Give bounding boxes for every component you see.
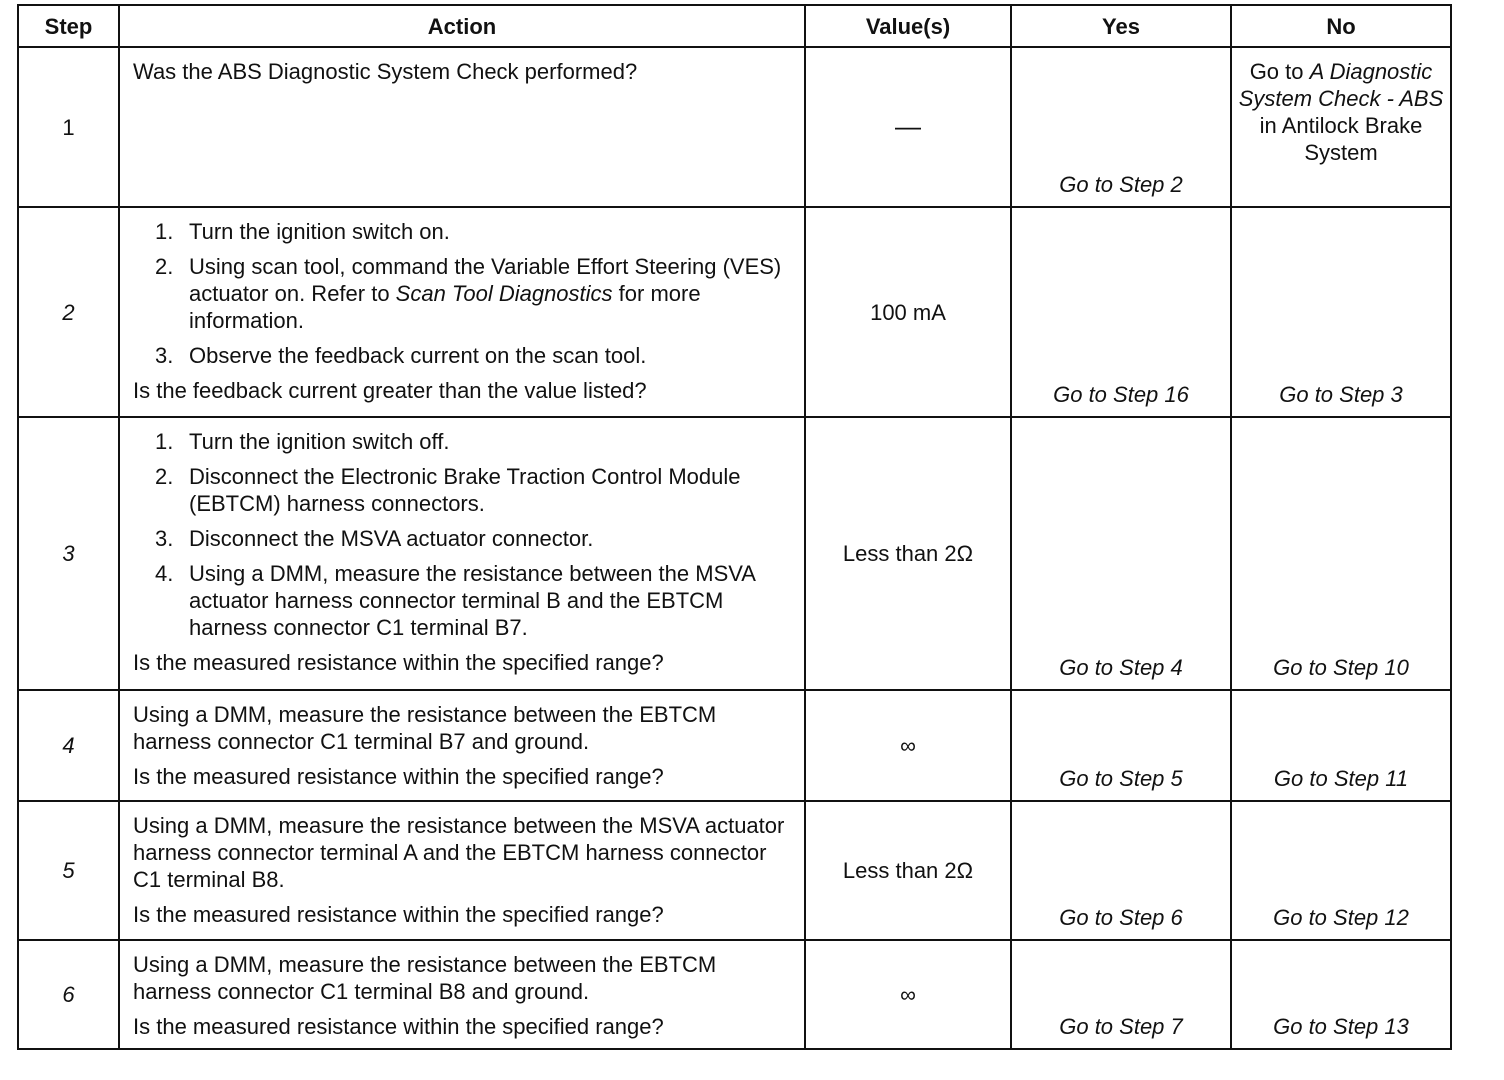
yes-cell: Go to Step 16 <box>1011 207 1231 417</box>
list-number: 3. <box>155 343 174 368</box>
action-instruction: Using a DMM, measure the resistance between the EBTCM harness connector C1 terminal B7 and ground. <box>133 702 717 754</box>
list-item <box>133 463 794 517</box>
diagnostic-table <box>17 4 1452 1050</box>
no-cell: Go to Step 10 <box>1231 417 1451 690</box>
no-cell: Go to Step 11 <box>1231 690 1451 801</box>
table-row <box>18 690 1451 801</box>
value-cell: 100 mA <box>805 207 1011 417</box>
value-cell: ∞ <box>805 940 1011 1049</box>
step-number: 2 <box>18 207 119 417</box>
action-question: Is the measured resistance within the specified range? <box>133 902 664 927</box>
table-row <box>18 940 1451 1049</box>
action-cell <box>119 47 805 207</box>
action-steps <box>133 428 794 641</box>
action-cell <box>119 690 805 801</box>
header-action: Action <box>119 5 805 47</box>
action-question: Is the feedback current greater than the value listed? <box>133 378 647 403</box>
value-text: — <box>895 111 921 141</box>
table-row <box>18 47 1451 207</box>
action-instruction: Using a DMM, measure the resistance between the MSVA actuator harness connector terminal A and the EBTCM harness connector C1 terminal B8. <box>133 813 785 892</box>
no-text-prefix: Go to <box>1249 59 1310 84</box>
list-item <box>133 253 794 334</box>
action-cell <box>119 940 805 1049</box>
action-cell <box>119 801 805 940</box>
list-number: 1. <box>155 429 174 454</box>
list-text: Turn the ignition switch off. <box>189 429 450 454</box>
list-number: 4. <box>155 561 174 586</box>
list-number: 3. <box>155 526 174 551</box>
list-text: for more information. <box>189 281 701 333</box>
table-row <box>18 207 1451 417</box>
action-question: Was the ABS Diagnostic System Check performed? <box>133 59 638 84</box>
list-text-reference: Scan Tool Diagnostics <box>395 281 613 306</box>
header-yes: Yes <box>1011 5 1231 47</box>
list-number: 1. <box>155 219 174 244</box>
no-cell: Go to Step 13 <box>1231 940 1451 1049</box>
list-item <box>133 428 794 455</box>
header-step: Step <box>18 5 119 47</box>
list-item <box>133 342 794 369</box>
value-cell: Less than 2Ω <box>805 801 1011 940</box>
step-number: 3 <box>18 417 119 690</box>
no-text-link: A Diagnostic System Check - ABS <box>1238 59 1444 111</box>
value-cell: ∞ <box>805 690 1011 801</box>
list-item <box>133 218 794 245</box>
yes-cell: Go to Step 4 <box>1011 417 1231 690</box>
action-instruction: Using a DMM, measure the resistance between the EBTCM harness connector C1 terminal B8 and ground. <box>133 952 717 1004</box>
list-text: Disconnect the Electronic Brake Traction Control Module (EBTCM) harness connectors. <box>189 464 741 516</box>
action-question: Is the measured resistance within the specified range? <box>133 1014 664 1039</box>
list-item <box>133 560 794 641</box>
no-text-suffix: in Antilock Brake System <box>1259 113 1423 165</box>
step-number: 1 <box>18 47 119 207</box>
value-cell: Less than 2Ω <box>805 417 1011 690</box>
step-number: 5 <box>18 801 119 940</box>
step-number: 4 <box>18 690 119 801</box>
no-cell: Go to Step 3 <box>1231 207 1451 417</box>
action-question: Is the measured resistance within the specified range? <box>133 650 664 675</box>
yes-cell: Go to Step 5 <box>1011 690 1231 801</box>
yes-cell: Go to Step 6 <box>1011 801 1231 940</box>
yes-cell: Go to Step 2 <box>1011 47 1231 207</box>
no-reference <box>1232 58 1450 166</box>
header-row <box>18 5 1451 47</box>
header-no: No <box>1231 5 1451 47</box>
no-cell <box>1231 47 1451 207</box>
step-number: 6 <box>18 940 119 1049</box>
header-values: Value(s) <box>805 5 1011 47</box>
action-cell <box>119 207 805 417</box>
list-number: 2. <box>155 254 174 279</box>
no-cell: Go to Step 12 <box>1231 801 1451 940</box>
list-text: Using a DMM, measure the resistance between the MSVA actuator harness connector terminal B and the EBTCM harness connector C1 terminal B7. <box>189 561 755 640</box>
list-text: Disconnect the MSVA actuator connector. <box>189 526 594 551</box>
table-row <box>18 801 1451 940</box>
list-text: Observe the feedback current on the scan tool. <box>189 343 647 368</box>
list-number: 2. <box>155 464 174 489</box>
yes-cell: Go to Step 7 <box>1011 940 1231 1049</box>
action-steps <box>133 218 794 369</box>
list-text: Turn the ignition switch on. <box>189 219 450 244</box>
action-cell <box>119 417 805 690</box>
action-question: Is the measured resistance within the specified range? <box>133 764 664 789</box>
list-item <box>133 525 794 552</box>
value-cell <box>805 47 1011 207</box>
table-row <box>18 417 1451 690</box>
list-text: Using scan tool, command the Variable Effort Steering (VES) actuator on. Refer to <box>189 254 782 306</box>
